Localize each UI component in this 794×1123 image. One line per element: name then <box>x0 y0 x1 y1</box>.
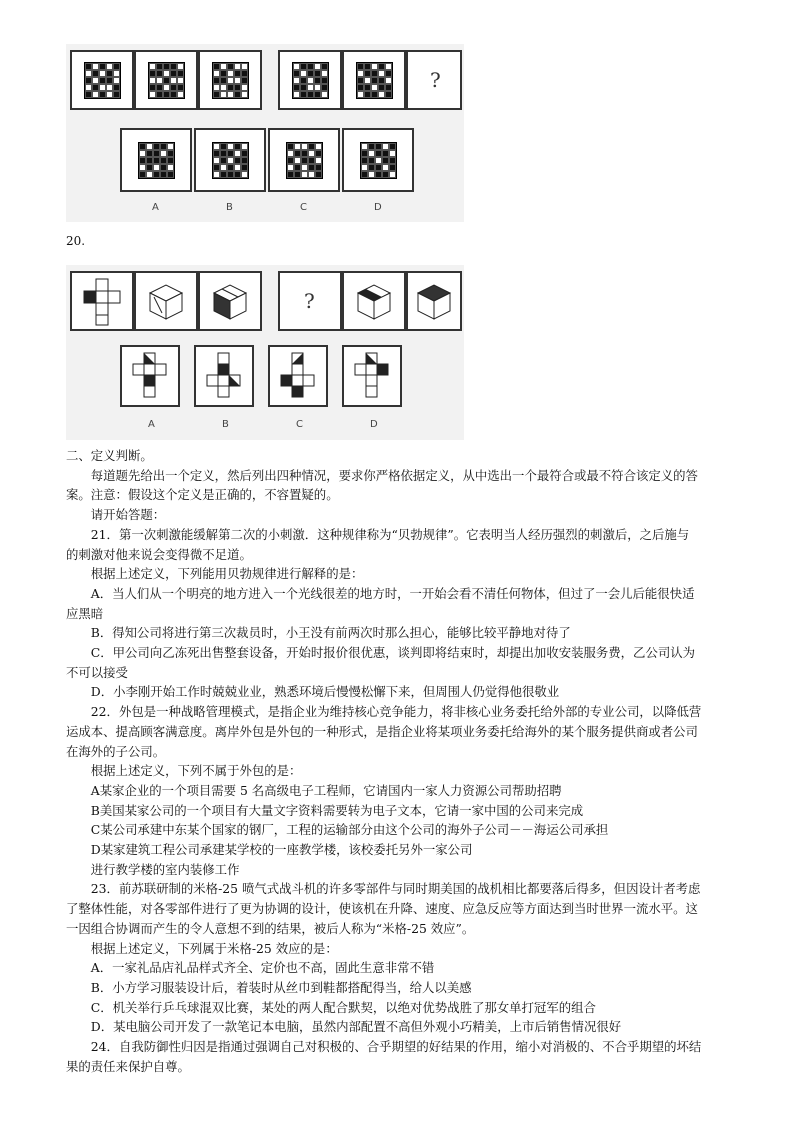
option-text: B．小方学习服装设计后，着装时从丝巾到鞋都搭配得当，给人以美感 <box>66 979 472 995</box>
sequence-cell-unknown <box>406 50 462 110</box>
cube-net-icon <box>72 273 132 329</box>
sequence-cell-5 <box>342 50 406 110</box>
document-text <box>66 446 746 1077</box>
text-line: 请开始答题： <box>66 507 166 523</box>
grid-pattern-icon <box>84 62 121 99</box>
sequence-cell-3 <box>198 271 262 331</box>
sequence-cell-1 <box>70 271 134 331</box>
grid-pattern-icon <box>360 142 397 179</box>
question-22-text: 22．外包是一种战略管理模式，是指企业为维持核心竞争能力，将非核心业务委托给外部的专业公司，以降低营 <box>66 704 702 720</box>
grid-pattern-icon <box>148 62 185 99</box>
option-text: C．甲公司向乙冻死出售整套设备，开始时报价很优惠，谈判即将结束时，却提出加收安装服务费，乙公司认为 <box>66 645 696 661</box>
option-text: A．一家礼品店礼品样式齐全、定价也不高，固此生意非常不错 <box>66 960 435 976</box>
option-text: B美国某家公司的一个项目有大量文字资料需要转为电子文本，它请一家中国的公司来完成 <box>66 802 584 818</box>
option-label-d: D <box>370 419 378 430</box>
option-text: C某公司承建中东某个国家的钢厂，工程的运输部分由这个公司的海外子公司－－海运公司承担 <box>66 822 609 838</box>
sequence-cell-6 <box>406 271 462 331</box>
option-label-a: A <box>152 202 159 213</box>
cube-net-icon <box>344 347 400 405</box>
option-text: A．当人们从一个明亮的地方进入一个光线很差的地方时，一开始会看不清任何物体，但过了一会儿后能很快适 <box>66 585 695 601</box>
cube-icon <box>344 273 404 329</box>
question-number: 20. <box>66 234 86 248</box>
sequence-cell-1 <box>70 50 134 110</box>
option-text: C．机关举行乒乓球混双比赛，某处的两人配合默契，以绝对优势战胜了那女单打冠军的组合 <box>66 999 596 1015</box>
sequence-cell-4 <box>278 50 342 110</box>
option-cell-b[interactable] <box>194 128 266 192</box>
text-line: 的刺激对他来说会变得微不足道。 <box>66 546 252 562</box>
option-cell-a[interactable] <box>120 128 192 192</box>
option-cell-d[interactable] <box>342 128 414 192</box>
section-heading: 二、定义判断。 <box>66 448 153 463</box>
text-line: 运成本、提高顾客满意度。离岸外包是外包的一种形式，是指企业将某项业务委托给海外的某个服务提供商或者公司 <box>66 723 698 739</box>
text-line: 一因组合协调而产生的令人意想不到的结果，被后人称为“米格-25 效应”。 <box>66 920 475 936</box>
text-line: 果的责任来保护自尊。 <box>66 1058 190 1074</box>
option-cell-c[interactable] <box>268 345 328 407</box>
text-line: 每道题先给出一个定义，然后列出四种情况，要求你严格依据定义，从中选出一个最符合或最不符合该定义的答 <box>66 467 698 483</box>
text-line: 在海外的子公司。 <box>66 743 166 759</box>
option-label-b: B <box>226 202 233 213</box>
grid-pattern-icon <box>212 62 249 99</box>
sequence-cell-unknown <box>278 271 342 331</box>
sequence-cell-5 <box>342 271 406 331</box>
option-label-c: C <box>296 419 303 430</box>
option-label-a: A <box>148 419 155 430</box>
option-label-b: B <box>222 419 229 430</box>
option-text: B．得知公司将进行第三次裁员时，小王没有前两次时那么担心，能够比较平静地对待了 <box>66 625 571 641</box>
option-cell-b[interactable] <box>194 345 254 407</box>
option-text: D．某电脑公司开发了一款笔记本电脑，虽然内部配置不高但外观小巧精美，上市后销售情况很好 <box>66 1019 622 1035</box>
text-line: 不可以接受 <box>66 664 128 680</box>
text-line: 根据上述定义，下列能用贝勃规律进行解释的是： <box>66 566 364 582</box>
question-mark: ? <box>430 68 441 92</box>
question-mark: ? <box>304 289 315 313</box>
cube-net-icon <box>196 347 252 405</box>
grid-pattern-icon <box>138 142 175 179</box>
option-label-c: C <box>300 202 307 213</box>
figure-grid-pattern-question <box>66 44 464 222</box>
option-cell-d[interactable] <box>342 345 402 407</box>
text-line: 进行教学楼的室内装修工作 <box>66 861 240 877</box>
grid-pattern-icon <box>286 142 323 179</box>
option-text: A某家企业的一个项目需要 5 名高级电子工程师，它请国内一家人力资源公司帮助招聘 <box>66 782 562 798</box>
question-24-text: 24．自我防御性归因是指通过强调自己对积极的、合乎期望的好结果的作用，缩小对消极的、不合乎期望的坏结 <box>66 1039 702 1055</box>
option-cell-c[interactable] <box>268 128 340 192</box>
cube-net-icon <box>122 347 178 405</box>
sequence-cell-2 <box>134 50 198 110</box>
option-text: D．小李刚开始工作时兢兢业业，熟悉环境后慢慢松懈下来，但周围人仍觉得他很敬业 <box>66 684 560 700</box>
text-line: 案。注意：假设这个定义是正确的，不容置疑的。 <box>66 487 339 503</box>
cube-icon <box>408 273 460 329</box>
sequence-cell-3 <box>198 50 262 110</box>
cube-icon <box>136 273 196 329</box>
question-21-text: 21．第一次刺激能缓解第二次的小刺激．这种规律称为“贝勃规律”。它表明当人经历强烈的刺激后，之后施与 <box>66 526 690 542</box>
grid-pattern-icon <box>356 62 393 99</box>
cube-icon <box>200 273 260 329</box>
question-23-text: 23．前苏联研制的米格-25 喷气式战斗机的许多零部件与同时期美国的战机相比都要落后得多，但因设计者考虑 <box>66 881 701 897</box>
figure-cube-net-question <box>66 265 464 440</box>
text-line: 根据上述定义，下列属于米格-25 效应的是： <box>66 940 338 956</box>
text-line: 应黑暗 <box>66 605 104 621</box>
sequence-cell-2 <box>134 271 198 331</box>
cube-net-icon <box>270 347 326 405</box>
option-text: D某家建筑工程公司承建某学校的一座教学楼，该校委托另外一家公司 <box>66 842 473 858</box>
text-line: 了整体性能，对各零部件进行了更为协调的设计，使该机在升降、速度、应急反应等方面达到当时世界一流水平。这 <box>66 901 698 917</box>
text-line: 根据上述定义，下列不属于外包的是： <box>66 763 302 779</box>
grid-pattern-icon <box>212 142 249 179</box>
option-cell-a[interactable] <box>120 345 180 407</box>
grid-pattern-icon <box>292 62 329 99</box>
option-label-d: D <box>374 202 382 213</box>
